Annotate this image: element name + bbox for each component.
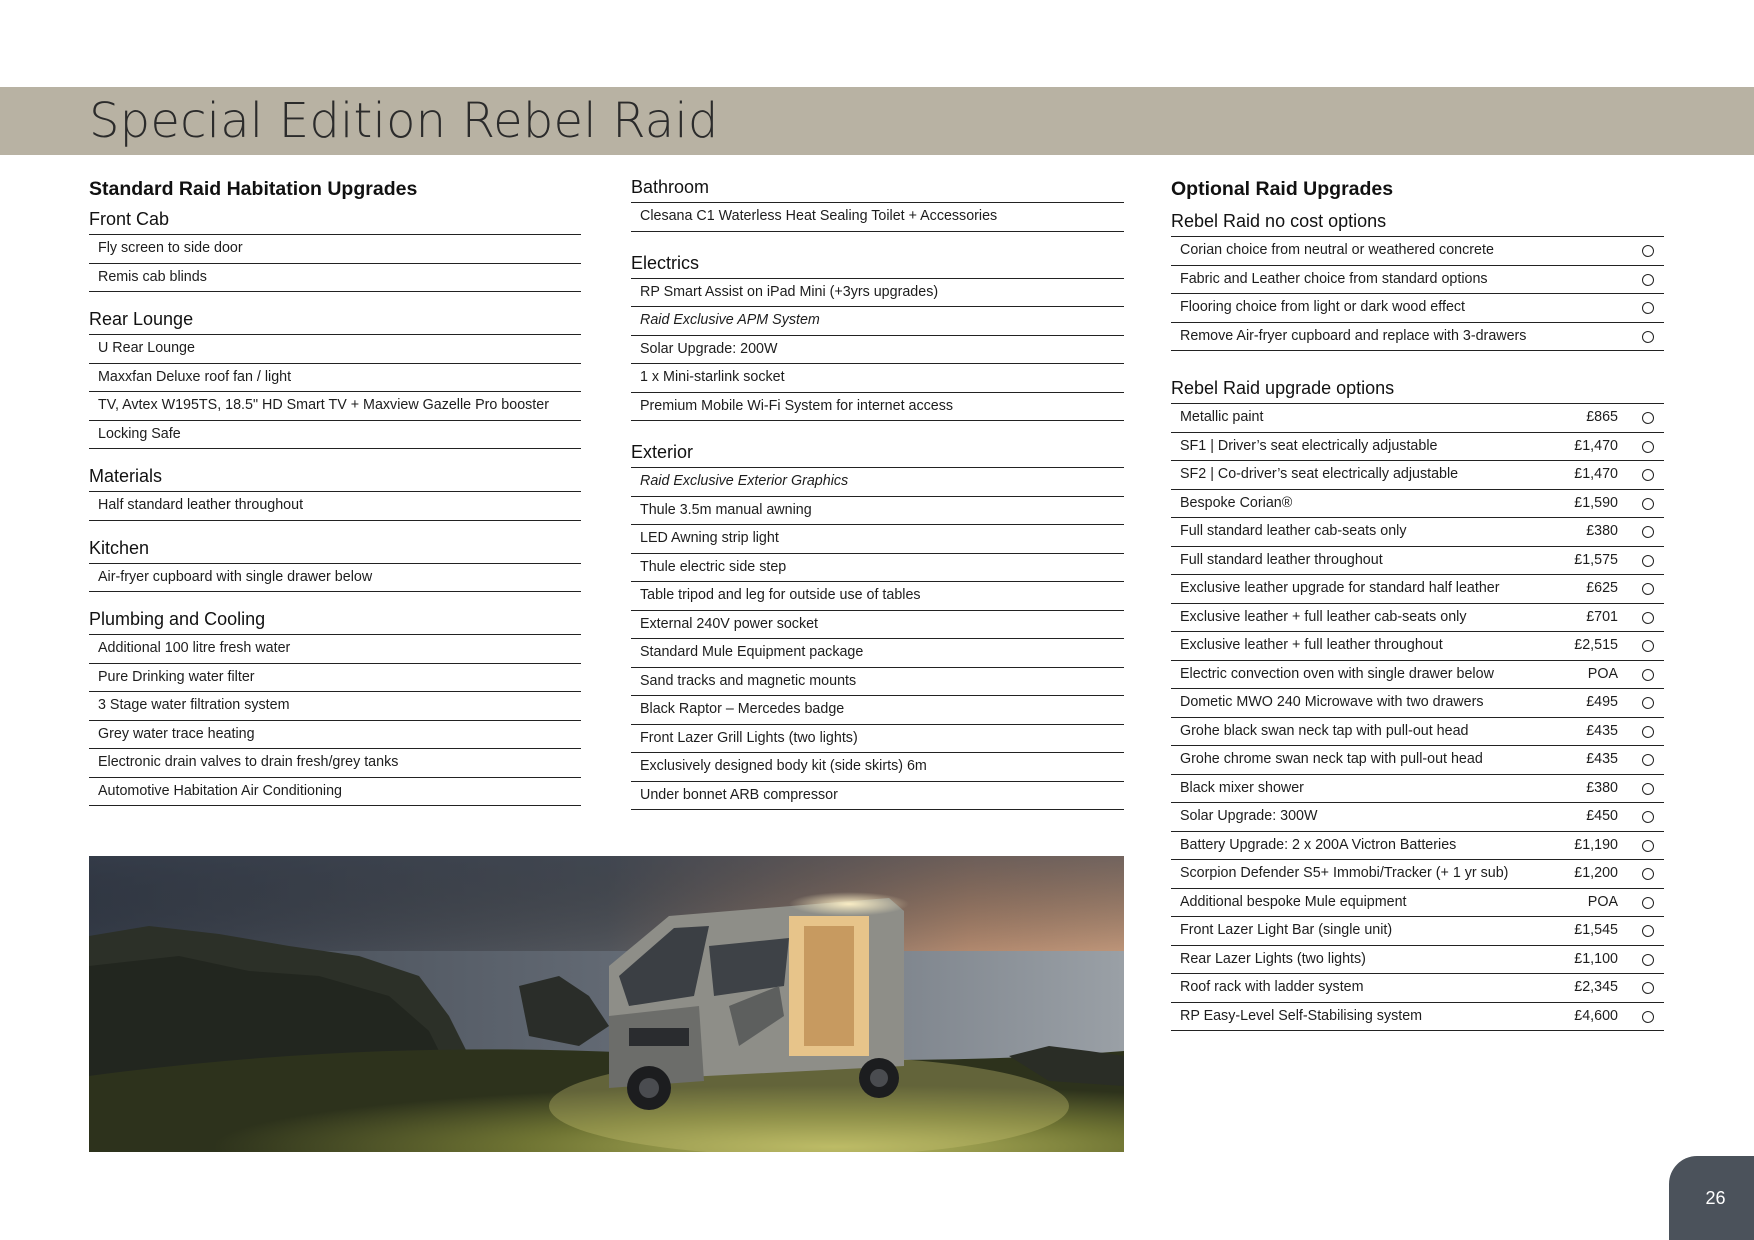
circle-checkbox-icon[interactable] (1642, 583, 1654, 595)
option-label: Grohe black swan neck tap with pull-out head (1180, 722, 1469, 739)
upgrade-option-row (1171, 917, 1664, 946)
option-price: POA (1587, 665, 1618, 682)
circle-checkbox-icon[interactable] (1642, 811, 1654, 823)
section-title: Electrics (631, 252, 700, 273)
option-price: £1,575 (1574, 551, 1618, 568)
section-title: Kitchen (89, 537, 150, 558)
option-label: SF1 | Driver’s seat electrically adjustable (1180, 437, 1438, 454)
option-price: £1,200 (1574, 865, 1618, 881)
upgrade-option-row (1171, 404, 1664, 433)
option-price: £4,600 (1574, 1007, 1618, 1024)
list-item: Raid Exclusive Exterior Graphics (631, 468, 1124, 497)
standard-section (89, 461, 581, 521)
option-label: SF2 | Co-driver’s seat electrically adjustable (1180, 466, 1459, 482)
list-item: Table tripod and leg for outside use of tables (631, 582, 1124, 611)
circle-checkbox-icon[interactable] (1642, 783, 1654, 795)
item-list (89, 563, 581, 593)
standard-upgrades-column (89, 174, 581, 818)
circle-checkbox-icon[interactable] (1642, 612, 1654, 624)
option-price: £1,470 (1574, 437, 1618, 454)
upgrade-options-section (1171, 373, 1664, 1031)
circle-checkbox-icon[interactable] (1642, 640, 1654, 652)
option-label: Full standard leather cab-seats only (1180, 523, 1407, 539)
list-item: Air-fryer cupboard with single drawer below (89, 564, 581, 593)
item-list (631, 278, 1124, 422)
option-label: Corian choice from neutral or weathered concrete (1180, 242, 1494, 258)
upgrade-option-row (1171, 461, 1664, 490)
title-banner (0, 87, 1754, 155)
option-label: Exclusive leather + full leather cab-seats only (1180, 608, 1467, 625)
circle-checkbox-icon[interactable] (1642, 982, 1654, 994)
middle-section (631, 172, 1124, 232)
standard-section (89, 304, 581, 449)
option-price: £495 (1586, 694, 1618, 710)
circle-checkbox-icon[interactable] (1642, 274, 1654, 286)
item-list (89, 634, 581, 806)
list-item: 3 Stage water filtration system (89, 692, 581, 721)
list-item: Standard Mule Equipment package (631, 639, 1124, 668)
campervan-photo (89, 856, 1124, 1152)
circle-checkbox-icon[interactable] (1642, 840, 1654, 852)
option-label: Electric convection oven with single drawer below (1180, 665, 1494, 682)
section-title: Plumbing and Cooling (89, 609, 266, 629)
upgrade-option-row (1171, 490, 1664, 519)
list-item: Pure Drinking water filter (89, 664, 581, 693)
upgrade-option-row (1171, 974, 1664, 1003)
option-price: £865 (1586, 409, 1618, 425)
list-item: Thule electric side step (631, 554, 1124, 583)
page-title: Special Edition Rebel Raid (89, 93, 719, 149)
upgrade-option-row (1171, 632, 1664, 661)
circle-checkbox-icon[interactable] (1642, 897, 1654, 909)
item-list (89, 234, 581, 292)
circle-checkbox-icon[interactable] (1642, 925, 1654, 937)
page-number-tab (1669, 1156, 1754, 1240)
standard-section (89, 533, 581, 593)
list-item: U Rear Lounge (89, 335, 581, 364)
option-label: Exclusive leather + full leather throughout (1180, 637, 1443, 653)
upgrade-options-title: Rebel Raid upgrade options (1171, 378, 1395, 398)
list-item: Premium Mobile Wi-Fi System for internet access (631, 393, 1124, 422)
option-price: £2,345 (1574, 979, 1618, 995)
option-price: £380 (1586, 779, 1618, 796)
list-item: External 240V power socket (631, 611, 1124, 640)
upgrade-option-row (1171, 889, 1664, 918)
optional-upgrades-title: Optional Raid Upgrades (1171, 178, 1394, 200)
option-price: £1,100 (1574, 950, 1618, 967)
list-item: Under bonnet ARB compressor (631, 782, 1124, 811)
option-price: £435 (1586, 751, 1618, 767)
circle-checkbox-icon[interactable] (1642, 526, 1654, 538)
middle-section (631, 437, 1124, 810)
option-label: Flooring choice from light or dark wood effect (1180, 299, 1466, 315)
circle-checkbox-icon[interactable] (1642, 412, 1654, 424)
circle-checkbox-icon[interactable] (1642, 555, 1654, 567)
upgrade-option-row (1171, 575, 1664, 604)
list-item: TV, Avtex W195TS, 18.5" HD Smart TV + Maxview Gazelle Pro booster (89, 392, 581, 421)
standard-section (89, 604, 581, 806)
option-price: £380 (1586, 523, 1618, 539)
circle-checkbox-icon[interactable] (1642, 469, 1654, 481)
list-item: Solar Upgrade: 200W (631, 336, 1124, 365)
option-label: Exclusive leather upgrade for standard half leather (1180, 580, 1500, 596)
upgrade-option-row (1171, 604, 1664, 633)
middle-section (631, 248, 1124, 422)
option-label: Fabric and Leather choice from standard options (1180, 270, 1488, 287)
no-cost-option-row (1171, 294, 1664, 323)
item-list (631, 467, 1124, 810)
circle-checkbox-icon[interactable] (1642, 669, 1654, 681)
section-title: Bathroom (631, 177, 710, 197)
upgrade-option-row (1171, 661, 1664, 690)
upgrade-option-row (1171, 718, 1664, 747)
list-item: Raid Exclusive APM System (631, 307, 1124, 336)
circle-checkbox-icon[interactable] (1642, 1011, 1654, 1023)
section-title: Exterior (631, 442, 694, 462)
list-item: Automotive Habitation Air Conditioning (89, 778, 581, 807)
list-item: LED Awning strip light (631, 525, 1124, 554)
section-title: Front Cab (89, 209, 170, 229)
middle-column (631, 172, 1124, 826)
list-item: RP Smart Assist on iPad Mini (+3yrs upgrades) (631, 279, 1124, 308)
circle-checkbox-icon[interactable] (1642, 754, 1654, 766)
item-list (89, 334, 581, 449)
list-item: Grey water trace heating (89, 721, 581, 750)
upgrade-option-row (1171, 689, 1664, 718)
upgrade-option-row (1171, 547, 1664, 576)
list-item: Additional 100 litre fresh water (89, 635, 581, 664)
option-price: £701 (1586, 608, 1618, 625)
list-item: Thule 3.5m manual awning (631, 497, 1124, 526)
list-item: 1 x Mini-starlink socket (631, 364, 1124, 393)
upgrade-options-list (1171, 403, 1664, 1031)
option-price: £1,545 (1574, 922, 1618, 938)
option-label: Metallic paint (1180, 409, 1264, 425)
item-list (89, 491, 581, 521)
option-label: Bespoke Corian® (1180, 494, 1293, 511)
no-cost-option-row (1171, 237, 1664, 266)
option-price: £1,590 (1574, 494, 1618, 511)
circle-checkbox-icon[interactable] (1642, 954, 1654, 966)
upgrade-option-row (1171, 518, 1664, 547)
circle-checkbox-icon[interactable] (1642, 697, 1654, 709)
circle-checkbox-icon[interactable] (1642, 331, 1654, 343)
option-price: £435 (1586, 722, 1618, 739)
list-item: Locking Safe (89, 421, 581, 450)
upgrade-option-row (1171, 803, 1664, 832)
upgrade-option-row (1171, 746, 1664, 775)
option-price: £1,190 (1574, 836, 1618, 853)
no-cost-options-list (1171, 236, 1664, 351)
list-item: Exclusively designed body kit (side skirts) 6m (631, 753, 1124, 782)
page-number: 26 (1705, 1188, 1726, 1208)
upgrade-option-row (1171, 775, 1664, 804)
option-label: RP Easy-Level Self-Stabilising system (1180, 1007, 1423, 1024)
option-label: Full standard leather throughout (1180, 551, 1383, 568)
upgrade-option-row (1171, 832, 1664, 861)
option-price: £625 (1586, 580, 1618, 596)
option-label: Battery Upgrade: 2 x 200A Victron Batteries (1180, 836, 1457, 853)
list-item: Clesana C1 Waterless Heat Sealing Toilet + Accessories (631, 203, 1124, 232)
standard-upgrades-title: Standard Raid Habitation Upgrades (89, 178, 418, 200)
list-item: Front Lazer Grill Lights (two lights) (631, 725, 1124, 754)
section-title: Rear Lounge (89, 309, 194, 329)
option-price: £2,515 (1574, 637, 1618, 653)
upgrade-option-row (1171, 1003, 1664, 1032)
option-label: Additional bespoke Mule equipment (1180, 893, 1407, 910)
option-price: POA (1587, 893, 1618, 910)
option-price: £1,470 (1574, 466, 1618, 482)
no-cost-option-row (1171, 323, 1664, 352)
option-label: Scorpion Defender S5+ Immobi/Tracker (+ 1 yr sub) (1180, 865, 1509, 881)
standard-section (89, 204, 581, 292)
circle-checkbox-icon[interactable] (1642, 498, 1654, 510)
list-item: Remis cab blinds (89, 264, 581, 293)
upgrade-option-row (1171, 860, 1664, 889)
option-label: Dometic MWO 240 Microwave with two drawers (1180, 694, 1484, 710)
list-item: Black Raptor – Mercedes badge (631, 696, 1124, 725)
no-cost-options-section (1171, 206, 1664, 351)
option-label: Remove Air-fryer cupboard and replace with 3-drawers (1180, 327, 1527, 344)
upgrade-option-row (1171, 433, 1664, 462)
circle-checkbox-icon[interactable] (1642, 245, 1654, 257)
circle-checkbox-icon[interactable] (1642, 441, 1654, 453)
option-label: Roof rack with ladder system (1180, 979, 1364, 995)
list-item: Electronic drain valves to drain fresh/grey tanks (89, 749, 581, 778)
list-item: Sand tracks and magnetic mounts (631, 668, 1124, 697)
option-price: £450 (1586, 808, 1618, 824)
item-list (631, 202, 1124, 232)
option-label: Black mixer shower (1180, 779, 1304, 796)
section-title: Materials (89, 466, 163, 486)
option-label: Grohe chrome swan neck tap with pull-out head (1180, 751, 1483, 767)
no-cost-option-row (1171, 266, 1664, 295)
circle-checkbox-icon[interactable] (1642, 868, 1654, 880)
circle-checkbox-icon[interactable] (1642, 726, 1654, 738)
list-item: Maxxfan Deluxe roof fan / light (89, 364, 581, 393)
option-label: Solar Upgrade: 300W (1180, 808, 1318, 824)
circle-checkbox-icon[interactable] (1642, 302, 1654, 314)
no-cost-options-title: Rebel Raid no cost options (1171, 211, 1387, 231)
list-item: Fly screen to side door (89, 235, 581, 264)
optional-upgrades-column (1171, 174, 1664, 1051)
list-item: Half standard leather throughout (89, 492, 581, 521)
upgrade-option-row (1171, 946, 1664, 975)
option-label: Front Lazer Light Bar (single unit) (1180, 922, 1393, 938)
option-label: Rear Lazer Lights (two lights) (1180, 950, 1366, 967)
